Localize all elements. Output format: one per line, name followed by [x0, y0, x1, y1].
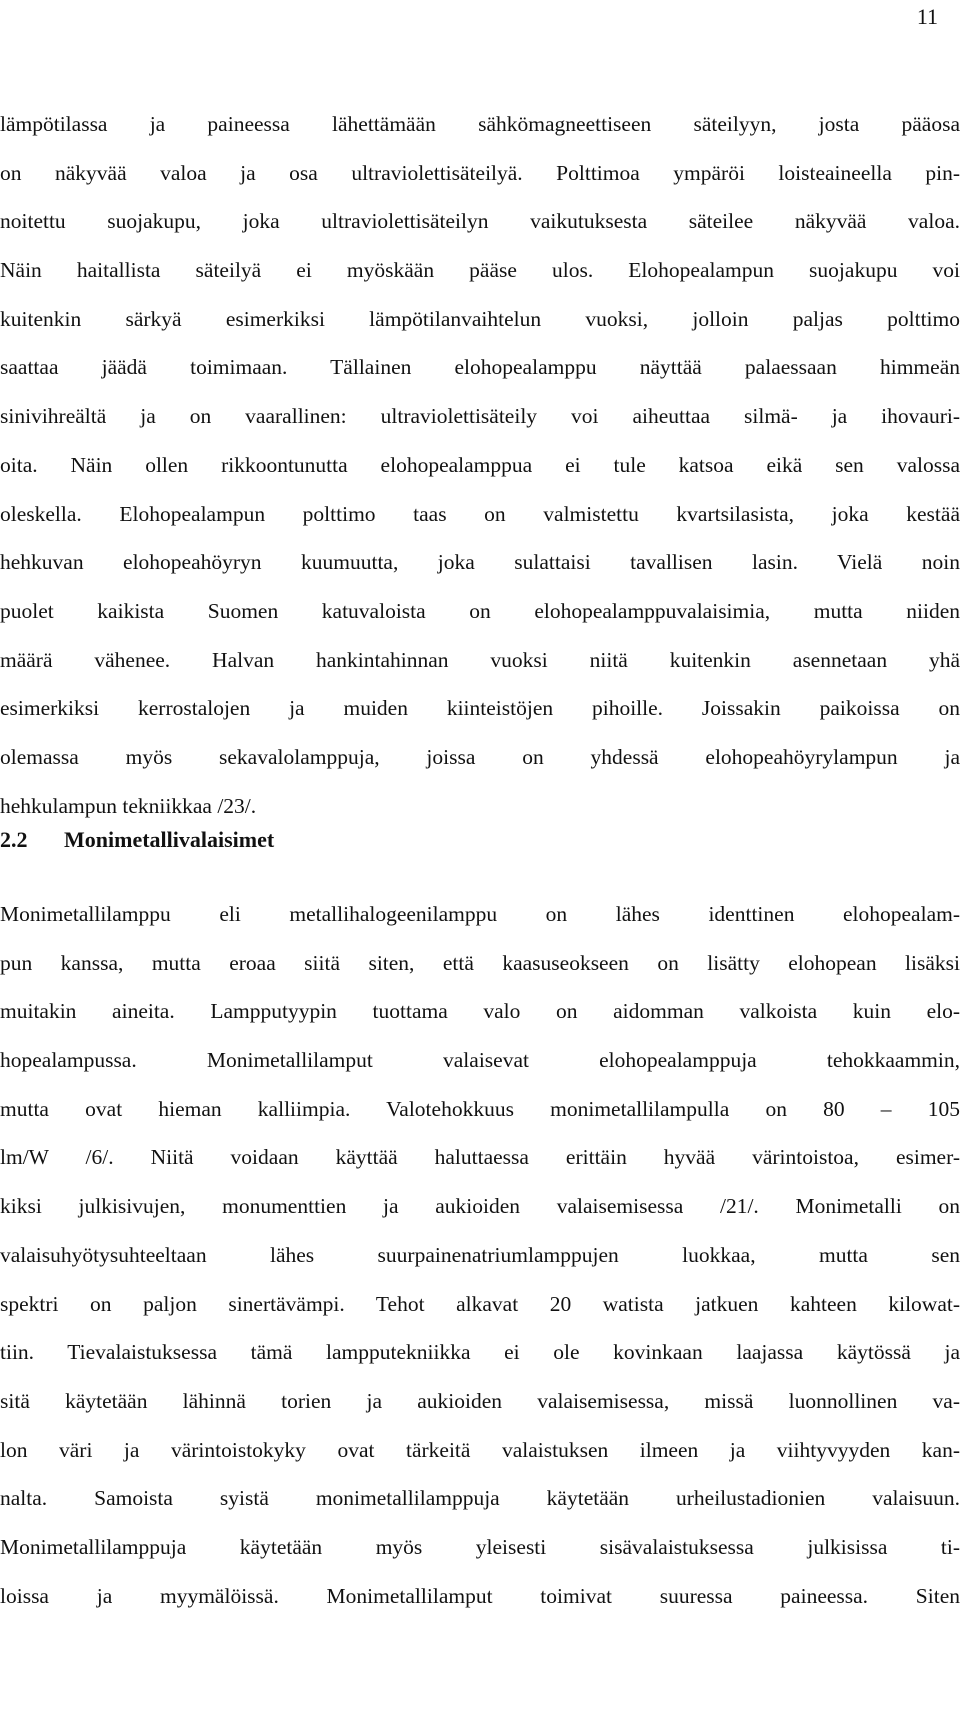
text-line: Näin haitallista säteilyä ei myöskään pääse ulos. Elohopealampun suojakupu voi: [0, 258, 960, 283]
text-line: pun kanssa, mutta eroaa siitä siten, että kaasuseokseen on lisätty elohopean lisäksi: [0, 950, 960, 975]
text-line: lm/W /6/. Niitä voidaan käyttää haluttaessa erittäin hyvää värintoistoa, esimer-: [0, 1145, 960, 1170]
section-title: Monimetallivalaisimet: [64, 827, 275, 852]
paragraph-1: [0, 100, 960, 830]
text-line: on näkyvää valoa ja osa ultraviolettisäteilyä. Polttimoa ympäröi loisteaineella pin-: [0, 160, 960, 185]
text-line: esimerkiksi kerrostalojen ja muiden kiinteistöjen pihoille. Joissakin paikoissa on: [0, 696, 960, 721]
text-line: olemassa myös sekavalolamppuja, joissa on yhdessä elohopeahöyrylampun ja: [0, 744, 960, 769]
paragraph-2: [0, 890, 960, 1620]
text-line: kuitenkin särkyä esimerkiksi lämpötilanvaihtelun vuoksi, jolloin paljas polttimo: [0, 306, 960, 331]
text-line: hopealampussa. Monimetallilamput valaisevat elohopealamppuja tehokkaammin,: [0, 1048, 960, 1073]
text-line: sitä käytetään lähinnä torien ja aukioiden valaisemisessa, missä luonnollinen va-: [0, 1388, 960, 1413]
text-line: lämpötilassa ja paineessa lähettämään sähkömagneettiseen säteilyyn, josta pääosa: [0, 112, 960, 136]
text-line: valaisuhyötysuhteeltaan lähes suurpainenatriumlamppujen luokkaa, mutta sen: [0, 1242, 960, 1267]
text-line: nalta. Samoista syistä monimetallilamppuja käytetään urheilustadionien valaisuun.: [0, 1486, 960, 1511]
text-line: määrä vähenee. Halvan hankintahinnan vuoksi niitä kuitenkin asennetaan yhä: [0, 647, 960, 672]
text-line: Monimetallilamppuja käytetään myös yleisesti sisävalaistuksessa julkisissa ti-: [0, 1534, 960, 1559]
text-line: hehkulampun tekniikkaa /23/.: [0, 793, 257, 818]
text-line: saattaa jäädä toimimaan. Tällainen elohopealamppu näyttää palaessaan himmeän: [0, 355, 960, 380]
text-line: mutta ovat hieman kalliimpia. Valotehokkuus monimetallilampulla on 80 – 105: [0, 1096, 960, 1121]
text-line: muitakin aineita. Lampputyypin tuottama valo on aidomman valkoista kuin elo-: [0, 999, 960, 1024]
section-heading: [0, 816, 274, 864]
text-line: tiin. Tievalaistuksessa tämä lampputekniikka ei ole kovinkaan laajassa käytössä ja: [0, 1340, 960, 1365]
text-line: oita. Näin ollen rikkoontunutta elohopealamppua ei tule katsoa eikä sen valossa: [0, 452, 960, 477]
text-line: kiksi julkisivujen, monumenttien ja aukioiden valaisemisessa /21/. Monimetalli on: [0, 1194, 960, 1219]
section-number: 2.2: [0, 827, 28, 852]
text-line: lon väri ja värintoistokyky ovat tärkeitä valaistuksen ilmeen ja viihtyvyyden kan-: [0, 1437, 960, 1462]
text-line: sinivihreältä ja on vaarallinen: ultraviolettisäteily voi aiheuttaa silmä- ja ihovauri-: [0, 404, 960, 429]
text-line: hehkuvan elohopeahöyryn kuumuutta, joka sulattaisi tavallisen lasin. Vielä noin: [0, 550, 960, 575]
text-line: noitettu suojakupu, joka ultraviolettisäteilyn vaikutuksesta säteilee näkyvää valoa.: [0, 209, 960, 234]
text-line: oleskella. Elohopealampun polttimo taas on valmistettu kvartsilasista, joka kestää: [0, 501, 960, 526]
text-line: loissa ja myymälöissä. Monimetallilamput toimivat suuressa paineessa. Siten: [0, 1583, 960, 1608]
page-number: 11: [916, 4, 938, 29]
text-line: Monimetallilamppu eli metallihalogeenilamppu on lähes identtinen elohopealam-: [0, 902, 960, 926]
text-line: spektri on paljon sinertävämpi. Tehot alkavat 20 watista jatkuen kahteen kilowat-: [0, 1291, 960, 1316]
text-line: puolet kaikista Suomen katuvaloista on elohopealamppuvalaisimia, mutta niiden: [0, 598, 960, 623]
